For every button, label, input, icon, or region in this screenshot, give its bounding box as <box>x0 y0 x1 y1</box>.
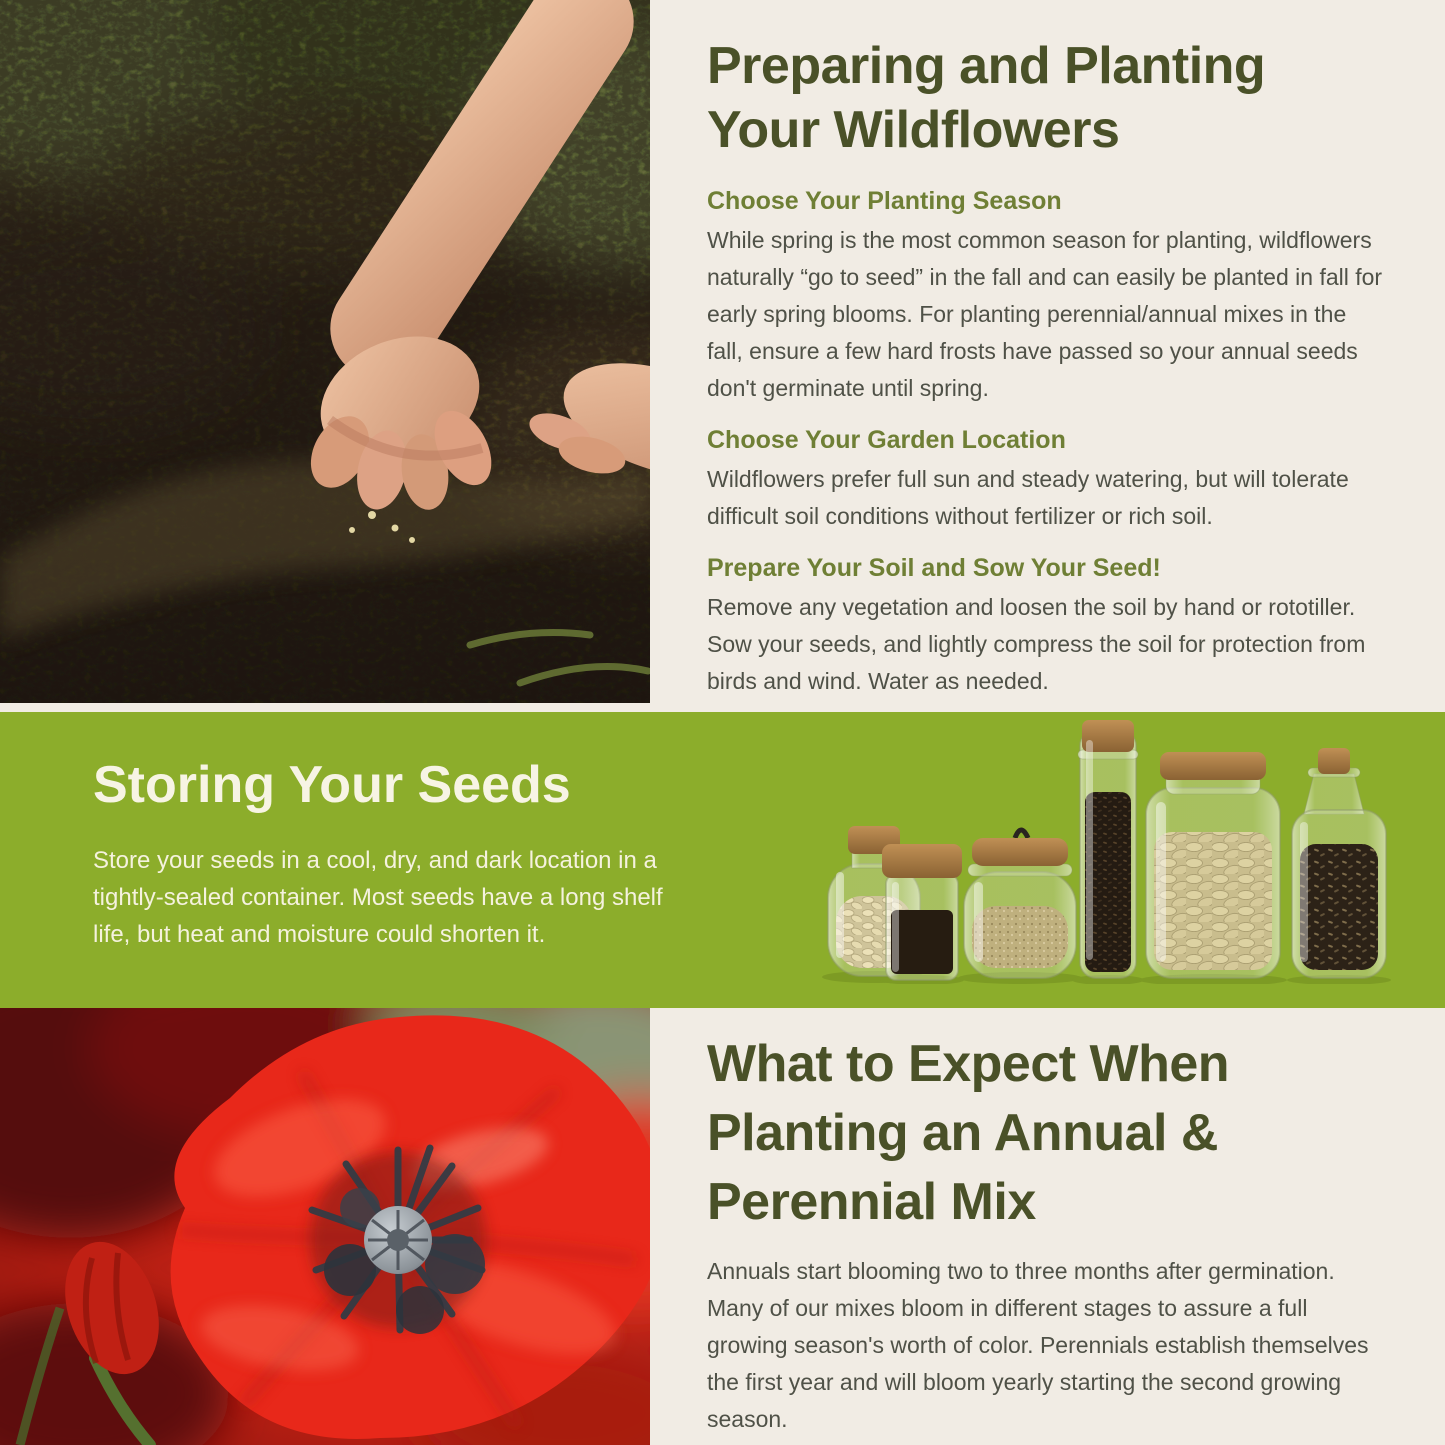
expectations-section <box>650 1008 1445 1445</box>
jar-tall-chia <box>1078 720 1138 978</box>
storing-body: Store your seeds in a cool, dry, and dark location in a tightly-sealed container. Most seeds have a long shelf life, but heat and moisture could shorten it. <box>93 847 663 948</box>
preparing-section <box>650 0 1445 712</box>
poppy-photo <box>0 1008 650 1445</box>
storing-heading: Storing Your Seeds <box>93 756 571 814</box>
subsection-title: Choose Your Planting Season <box>707 187 1062 215</box>
soil-photo-illustration <box>0 0 650 703</box>
jar-tan-seeds <box>964 830 1076 978</box>
subsection-body: Wildflowers prefer full sun and steady watering, but will tolerate difficult soil conditions without fertilizer or rich soil. <box>707 466 1349 529</box>
jar-dark-seeds <box>882 844 962 980</box>
expectations-heading: What to Expect When Planting an Annual & Perennial Mix <box>707 1035 1230 1231</box>
expectations-body: Annuals start blooming two to three months after germination. Many of our mixes bloom in different stages to assure a full growing season's worth of color. Perennials establish themselves the first year and will bloom yearly starting the second growing season. <box>707 1258 1369 1432</box>
storing-seeds-band <box>0 712 1445 1008</box>
subsection-prepare-soil <box>707 553 1383 700</box>
seed-jars-illustration <box>822 714 1444 984</box>
subsection-garden-location <box>707 425 1383 535</box>
jar-pumpkin-seeds <box>1146 752 1280 978</box>
storing-text-block <box>93 754 703 953</box>
subsection-title: Prepare Your Soil and Sow Your Seed! <box>707 554 1161 582</box>
jar-mixed-seeds <box>1292 748 1386 978</box>
subsection-body: While spring is the most common season for planting, wildflowers naturally “go to seed” in the fall and can easily be planted in fall for early spring blooms. For planting perennial/annual mixes in the fall, ensure a few hard frosts have passed so your annual seeds don't germinate until spring. <box>707 227 1383 401</box>
preparing-heading: Preparing and Planting Your Wildflowers <box>707 37 1266 159</box>
seed-jars-photo <box>822 714 1444 984</box>
soil-sowing-photo <box>0 0 650 703</box>
poppy-illustration <box>0 1008 650 1445</box>
subsection-body: Remove any vegetation and loosen the soil by hand or rototiller. Sow your seeds, and lightly compress the soil for protection from birds and wind. Water as needed. <box>707 594 1366 694</box>
subsection-planting-season <box>707 186 1383 407</box>
subsection-title: Choose Your Garden Location <box>707 426 1066 454</box>
